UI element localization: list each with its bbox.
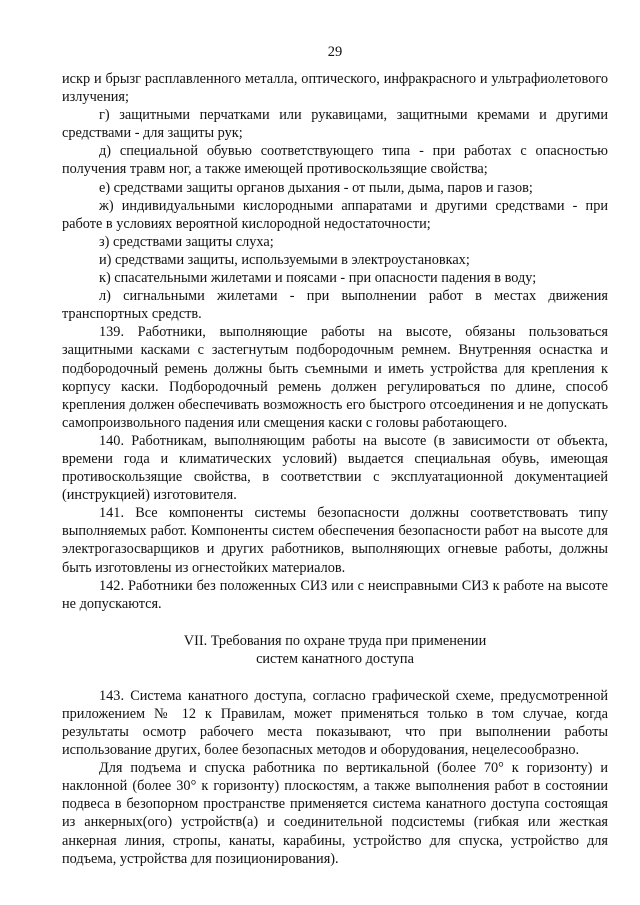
list-item-g: г) защитными перчатками или рукавицами, защитными кремами и другими средствами - для защиты рук; xyxy=(62,107,608,142)
list-item-zh: ж) индивидуальными кислородными аппаратами и другими средствами - при работе в условиях вероятной кислородной недостаточности; xyxy=(62,197,608,232)
section-heading-line-2: систем канатного доступа xyxy=(256,651,414,668)
section-heading xyxy=(62,632,608,669)
clause-140: 140. Работникам, выполняющим работы на высоте (в зависимости от объекта, времени года и климатических условий) выдается специальная обувь, имеющая противоскользящие свойства, в соответствии с эксплуатационной документацией (инструкцией) изготовителя. xyxy=(62,432,608,504)
clause-142: 142. Работники без положенных СИЗ или с неисправными СИЗ к работе на высоте не допускаются. xyxy=(62,577,608,612)
section-heading-line-1: VII. Требования по охране труда при применении xyxy=(183,632,487,649)
clause-139: 139. Работники, выполняющие работы на высоте, обязаны пользоваться защитными касками с застегнутым подбородочным ремнем. Внутренняя оснастка и подбородочный ремень должны быть съемными и иметь устройства для крепления к корпусу каски. Подбородочный ремень должен регулироваться по длине, способ крепления должен обеспечивать возможность его быстрого отсоединения и не допускать самопроизвольного падения или смещения каски с головы работающего. xyxy=(62,324,608,431)
list-item-k: к) спасательными жилетами и поясами - при опасности падения в воду; xyxy=(99,270,537,287)
page-number: 29 xyxy=(327,44,343,60)
list-item-i: и) средствами защиты, используемыми в электроустановках; xyxy=(99,251,470,268)
list-item-d: д) специальной обувью соответствующего типа - при работах с опасностью получения травм ног, а также имеющей противоскользящие свойства; xyxy=(62,143,608,178)
document-body xyxy=(62,70,608,868)
clause-141: 141. Все компоненты системы безопасности должны соответствовать типу выполняемых работ. Компоненты систем обеспечения безопасности работ на высоте для электрогазосварщиков и других работников, выполняющих огневые работы, должны быть изготовлены из огнестойких материалов. xyxy=(62,505,608,576)
paragraph-continuation: искр и брызг расплавленного металла, оптического, инфракрасного и ультрафиолетового излучения; xyxy=(62,71,608,106)
clause-143-continuation: Для подъема и спуска работника по вертикальной (более 70° к горизонту) и наклонной (более 30° к горизонту) плоскостям, а также выполнения работ в состоянии подвеса в безопорном пространстве применяется система канатного доступа состоящая из анкерных(ого) устройств(а) и соединительной подсистемы (гибкая или жесткая анкерная линия, стропы, канаты, карабины, устройство для спуска, устройство для подъема, устройства для позиционирования). xyxy=(62,760,608,867)
clause-143: 143. Система канатного доступа, согласно графической схеме, предусмотренной приложением № 12 к Правилам, может применяться только в том случае, когда результаты осмотр рабочего места показывают, что при выполнении работы использование других, более безопасных методов и оборудования, нецелесообразно. xyxy=(62,687,608,759)
list-item-z: з) средствами защиты слуха; xyxy=(99,233,274,250)
list-item-l: л) сигнальными жилетами - при выполнении работ в местах движения транспортных средств. xyxy=(62,288,608,323)
list-item-e: е) средствами защиты органов дыхания - от пыли, дыма, паров и газов; xyxy=(99,179,533,196)
